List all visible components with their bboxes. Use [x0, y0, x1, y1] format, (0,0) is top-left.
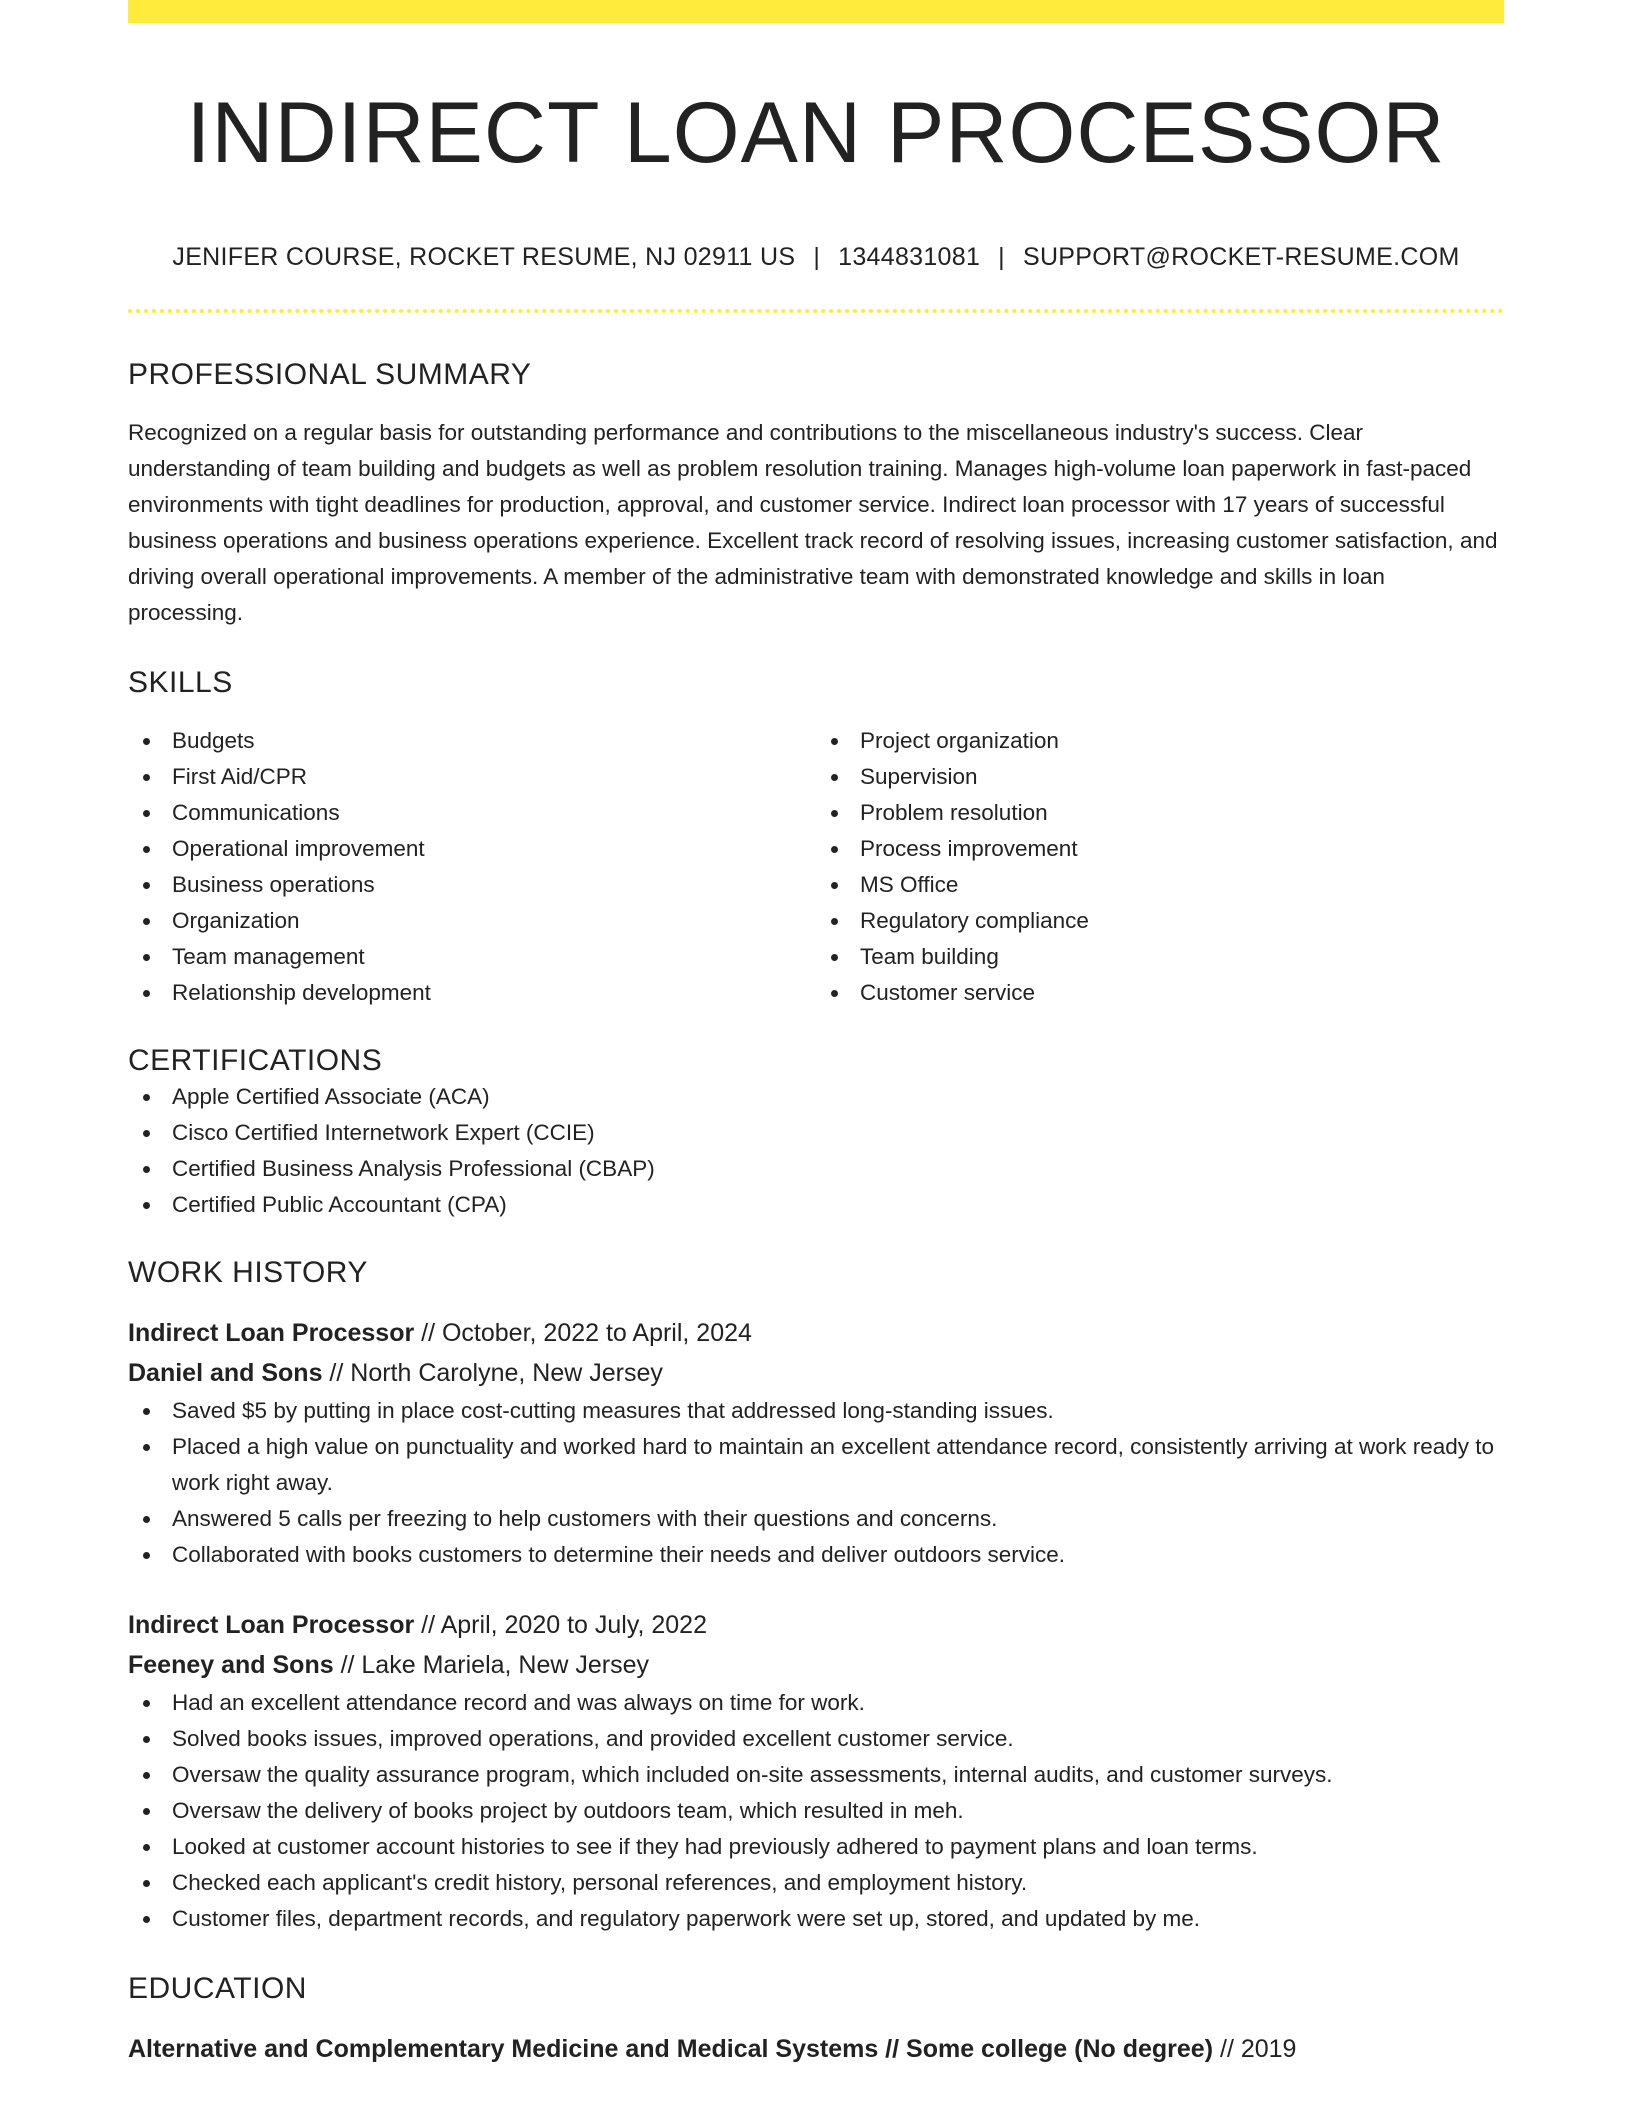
- bullet-dot-icon: [143, 1916, 150, 1923]
- bullet-dot-icon: [143, 1552, 150, 1559]
- resume-page: [128, 0, 1504, 2069]
- skill-item: Business operations: [128, 867, 816, 903]
- bullet-dot-icon: [143, 1408, 150, 1415]
- skills-column-right: [816, 723, 1504, 1011]
- skill-item: MS Office: [816, 867, 1504, 903]
- job-bullet: Placed a high value on punctuality and worked hard to maintain an excellent attendance record, consistently arriving at work ready to work right away.: [128, 1429, 1504, 1501]
- accent-top-bar: [128, 0, 1504, 23]
- skill-item: Operational improvement: [128, 831, 816, 867]
- bullet-dot-icon: [143, 1094, 150, 1101]
- skills-list: [128, 723, 1504, 1011]
- work-history-heading: WORK HISTORY: [128, 1256, 368, 1289]
- skills-column-left: [128, 723, 816, 1011]
- contact-phone[interactable]: 1344831081: [838, 243, 981, 271]
- bullet-dot-icon: [143, 1880, 150, 1887]
- job-bullet: Oversaw the quality assurance program, which included on-site assessments, internal audits, and customer surveys.: [128, 1757, 1504, 1793]
- bullet-dot-icon: [143, 1516, 150, 1523]
- job-dates: // April, 2020 to July, 2022: [414, 1611, 707, 1639]
- job-bullet: Looked at customer account histories to see if they had previously adhered to payment plans and loan terms.: [128, 1829, 1504, 1865]
- certification-item: Apple Certified Associate (ACA): [128, 1079, 1504, 1115]
- contact-separator: |: [998, 243, 1005, 271]
- bullet-dot-icon: [831, 918, 838, 925]
- certifications-list: [128, 1079, 1504, 1223]
- bullet-dot-icon: [143, 846, 150, 853]
- contact-address: JENIFER COURSE, ROCKET RESUME, NJ 02911 US: [172, 243, 796, 271]
- education-entry: [128, 2029, 1504, 2069]
- certification-item: Cisco Certified Internetwork Expert (CCIE): [128, 1115, 1504, 1151]
- skill-item: First Aid/CPR: [128, 759, 816, 795]
- bullet-dot-icon: [143, 918, 150, 925]
- bullet-dot-icon: [831, 954, 838, 961]
- job-bullet: Solved books issues, improved operations, and provided excellent customer service.: [128, 1721, 1504, 1757]
- bullet-dot-icon: [831, 738, 838, 745]
- skill-item: Team building: [816, 939, 1504, 975]
- job-title-line: [128, 1313, 1504, 1353]
- job-bullet: Collaborated with books customers to determine their needs and deliver outdoors service.: [128, 1537, 1504, 1573]
- contact-separator: |: [813, 243, 821, 271]
- job-title-line: [128, 1605, 1504, 1645]
- bullet-dot-icon: [831, 846, 838, 853]
- job-company: Feeney and Sons: [128, 1651, 334, 1679]
- bullet-dot-icon: [143, 882, 150, 889]
- job-bullet: Had an excellent attendance record and was always on time for work.: [128, 1685, 1504, 1721]
- certification-item: Certified Business Analysis Professional (CBAP): [128, 1151, 1504, 1187]
- job-bullet: Oversaw the delivery of books project by outdoors team, which resulted in meh.: [128, 1793, 1504, 1829]
- bullet-dot-icon: [143, 774, 150, 781]
- bullet-dot-icon: [143, 1736, 150, 1743]
- header-divider: [128, 309, 1504, 313]
- job-bullet-list: [128, 1685, 1504, 1937]
- bullet-dot-icon: [143, 954, 150, 961]
- job-entry: [128, 1605, 1504, 1937]
- bullet-dot-icon: [143, 738, 150, 745]
- skill-item: Organization: [128, 903, 816, 939]
- bullet-dot-icon: [143, 1772, 150, 1779]
- skill-item: Regulatory compliance: [816, 903, 1504, 939]
- bullet-dot-icon: [831, 882, 838, 889]
- job-bullet: Answered 5 calls per freezing to help customers with their questions and concerns.: [128, 1501, 1504, 1537]
- job-role: Indirect Loan Processor: [128, 1319, 415, 1347]
- skill-item: Relationship development: [128, 975, 816, 1011]
- job-location: // Lake Mariela, New Jersey: [333, 1651, 650, 1679]
- job-company-line: [128, 1353, 1504, 1393]
- job-bullet: Customer files, department records, and regulatory paperwork were set up, stored, and updated by me.: [128, 1901, 1504, 1937]
- job-company-line: [128, 1645, 1504, 1685]
- skill-item: Team management: [128, 939, 816, 975]
- certifications-heading: CERTIFICATIONS: [128, 1044, 383, 1077]
- skill-item: Process improvement: [816, 831, 1504, 867]
- education-degree: Alternative and Complementary Medicine and Medical Systems // Some college (No degree): [128, 2035, 1214, 2063]
- skill-item: Problem resolution: [816, 795, 1504, 831]
- education-year: // 2019: [1213, 2035, 1297, 2063]
- skill-item: Customer service: [816, 975, 1504, 1011]
- bullet-dot-icon: [143, 1444, 150, 1451]
- education-heading: EDUCATION: [128, 1972, 307, 2005]
- summary-text: Recognized on a regular basis for outstanding performance and contributions to the miscellaneous industry's success. Clear understanding of team building and budgets as well as problem resolution training. Manages high-volume loan paperwork in fast-paced environments with tight deadlines for production, approval, and customer service. Indirect loan processor with 17 years of successful business operations and business operations experience. Excellent track record of resolving issues, increasing customer satisfaction, and driving overall operational improvements. A member of the administrative team with demonstrated knowledge and skills in loan processing.: [128, 420, 1498, 625]
- contact-email[interactable]: SUPPORT@ROCKET-RESUME.COM: [1022, 243, 1460, 271]
- job-bullet-list: [128, 1393, 1504, 1573]
- job-location: // North Carolyne, New Jersey: [322, 1359, 663, 1387]
- bullet-dot-icon: [143, 990, 150, 997]
- job-bullet: Checked each applicant's credit history, personal references, and employment history.: [128, 1865, 1504, 1901]
- job-bullet: Saved $5 by putting in place cost-cutting measures that addressed long-standing issues.: [128, 1393, 1504, 1429]
- bullet-dot-icon: [143, 1202, 150, 1209]
- bullet-dot-icon: [143, 1844, 150, 1851]
- certification-item: Certified Public Accountant (CPA): [128, 1187, 1504, 1223]
- bullet-dot-icon: [143, 810, 150, 817]
- job-role: Indirect Loan Processor: [128, 1611, 415, 1639]
- bullet-dot-icon: [831, 774, 838, 781]
- bullet-dot-icon: [831, 990, 838, 997]
- job-entry: [128, 1313, 1504, 1573]
- skill-item: Communications: [128, 795, 816, 831]
- contact-line: [128, 241, 1504, 273]
- skill-item: Budgets: [128, 723, 816, 759]
- resume-name-title: INDIRECT LOAN PROCESSOR: [186, 85, 1446, 181]
- bullet-dot-icon: [143, 1700, 150, 1707]
- bullet-dot-icon: [143, 1808, 150, 1815]
- job-dates: // October, 2022 to April, 2024: [414, 1319, 752, 1347]
- skill-item: Project organization: [816, 723, 1504, 759]
- bullet-dot-icon: [143, 1166, 150, 1173]
- summary-heading: PROFESSIONAL SUMMARY: [128, 358, 532, 391]
- job-company: Daniel and Sons: [128, 1359, 323, 1387]
- skill-item: Supervision: [816, 759, 1504, 795]
- bullet-dot-icon: [143, 1130, 150, 1137]
- skills-heading: SKILLS: [128, 666, 233, 699]
- bullet-dot-icon: [831, 810, 838, 817]
